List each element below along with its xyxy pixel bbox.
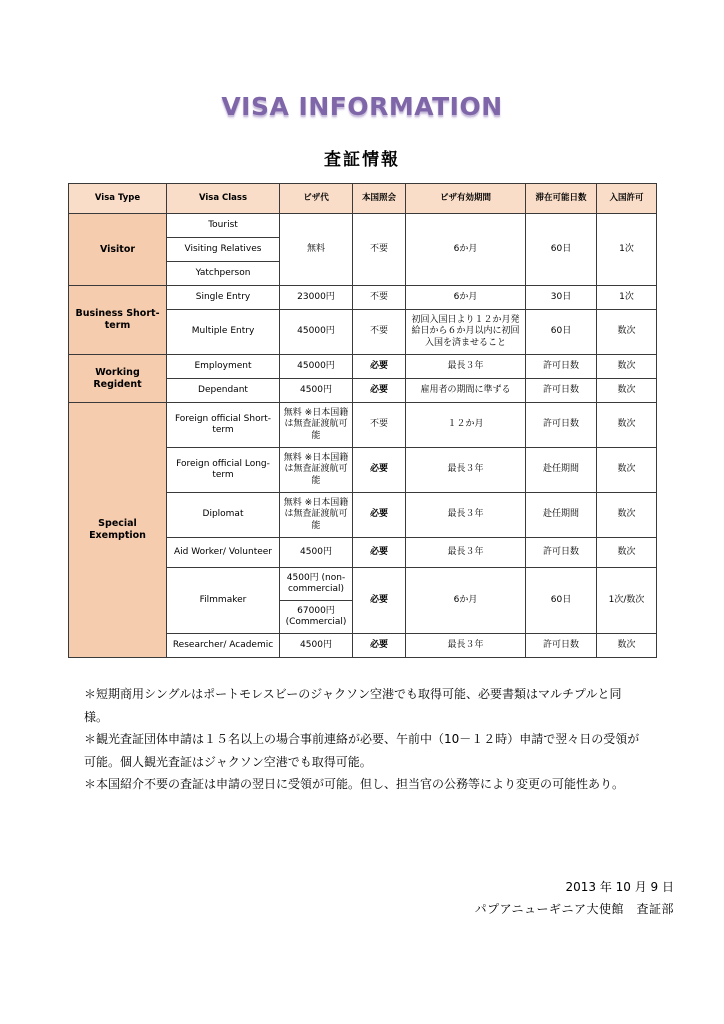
entry-cell: 数次 <box>597 403 657 448</box>
visa-class-cell: Yatchperson <box>167 262 280 286</box>
validity-cell: 最長３年 <box>406 634 526 658</box>
validity-cell: １２か月 <box>406 403 526 448</box>
entry-cell: 1次/数次 <box>597 568 657 634</box>
stay-cell: 許可日数 <box>526 355 597 379</box>
validity-cell: 最長３年 <box>406 448 526 493</box>
inquiry-cell: 必要 <box>353 568 406 634</box>
validity-cell: 雇用者の期間に準ずる <box>406 379 526 403</box>
visa-class-cell: Multiple Entry <box>167 310 280 355</box>
stay-cell: 30日 <box>526 286 597 310</box>
validity-cell: 最長３年 <box>406 538 526 568</box>
stay-cell: 許可日数 <box>526 379 597 403</box>
table-header-row <box>69 184 657 214</box>
validity-cell: 6か月 <box>406 214 526 286</box>
visa-type-cell: Special Exemption <box>69 403 167 658</box>
fee-cell: 無料 <box>280 214 353 286</box>
header-stay-days: 滞在可能日数 <box>526 184 597 214</box>
entry-cell: 数次 <box>597 379 657 403</box>
visa-class-cell: Dependant <box>167 379 280 403</box>
stay-cell: 60日 <box>526 214 597 286</box>
stay-cell: 許可日数 <box>526 403 597 448</box>
entry-cell: 数次 <box>597 538 657 568</box>
fee-cell: 4500円 <box>280 538 353 568</box>
issue-date: 2013 年 10 月 9 日 <box>565 880 674 894</box>
fee-cell: 無料 ※日本国籍は無査証渡航可能 <box>280 448 353 493</box>
fee-cell: 無料 ※日本国籍は無査証渡航可能 <box>280 403 353 448</box>
validity-cell: 6か月 <box>406 286 526 310</box>
header-entry: 入国許可 <box>597 184 657 214</box>
table-row <box>69 286 657 310</box>
visa-type-cell: Business Short-term <box>69 286 167 355</box>
visa-class-cell: Employment <box>167 355 280 379</box>
inquiry-cell: 必要 <box>353 379 406 403</box>
page-title: VISA INFORMATION <box>221 92 503 121</box>
inquiry-cell: 必要 <box>353 538 406 568</box>
stay-cell: 許可日数 <box>526 634 597 658</box>
stay-cell: 赴任期間 <box>526 493 597 538</box>
validity-cell: 6か月 <box>406 568 526 634</box>
visa-class-cell: Filmmaker <box>167 568 280 634</box>
note-item: ＊短期商用シングルはポートモレスビーのジャクソン空港でも取得可能、必要書類はマルチプルと同様。 <box>84 687 622 724</box>
entry-cell: 1次 <box>597 286 657 310</box>
stay-cell: 赴任期間 <box>526 448 597 493</box>
table-row <box>69 403 657 448</box>
inquiry-cell: 必要 <box>353 634 406 658</box>
fee-cell: 67000円 (Commercial) <box>280 601 353 634</box>
page-subtitle: 査証情報 <box>324 150 400 170</box>
visa-table <box>68 183 657 658</box>
header-visa-class: Visa Class <box>167 184 280 214</box>
validity-cell: 最長３年 <box>406 493 526 538</box>
entry-cell: 数次 <box>597 448 657 493</box>
visa-class-cell: Foreign official Short-term <box>167 403 280 448</box>
validity-cell: 初回入国日より１２か月発給日から６か月以内に初回入国を済ませること <box>406 310 526 355</box>
inquiry-cell: 不要 <box>353 214 406 286</box>
visa-class-cell: Diplomat <box>167 493 280 538</box>
inquiry-cell: 不要 <box>353 403 406 448</box>
entry-cell: 数次 <box>597 634 657 658</box>
fee-cell: 23000円 <box>280 286 353 310</box>
fee-cell: 45000円 <box>280 355 353 379</box>
visa-type-cell: Visitor <box>69 214 167 286</box>
header-validity: ビザ有効期間 <box>406 184 526 214</box>
table-row <box>69 355 657 379</box>
entry-cell: 数次 <box>597 493 657 538</box>
header-home-inquiry: 本国照会 <box>353 184 406 214</box>
fee-cell: 4500円 (non-commercial) <box>280 568 353 601</box>
entry-cell: 数次 <box>597 355 657 379</box>
visa-class-cell: Foreign official Long-term <box>167 448 280 493</box>
fee-cell: 45000円 <box>280 310 353 355</box>
notes-section <box>84 683 644 796</box>
visa-class-cell: Tourist <box>167 214 280 238</box>
inquiry-cell: 不要 <box>353 310 406 355</box>
visa-class-cell: Visiting Relatives <box>167 238 280 262</box>
inquiry-cell: 必要 <box>353 493 406 538</box>
note-item: ＊本国紹介不要の査証は申請の翌日に受領が可能。但し、担当官の公務等により変更の可能性あり。 <box>84 777 625 792</box>
table-row <box>69 214 657 238</box>
stay-cell: 60日 <box>526 310 597 355</box>
inquiry-cell: 必要 <box>353 448 406 493</box>
fee-cell: 4500円 <box>280 634 353 658</box>
visa-class-cell: Researcher/ Academic <box>167 634 280 658</box>
note-item: ＊観光査証団体申請は１５名以上の場合事前連絡が必要、午前中（10－１２時）申請で翌々日の受領が可能。個人観光査証はジャクソン空港でも取得可能。 <box>84 732 640 769</box>
validity-cell: 最長３年 <box>406 355 526 379</box>
issuing-office: パプアニューギニア大使館 査証部 <box>474 902 674 916</box>
entry-cell: 数次 <box>597 310 657 355</box>
fee-cell: 無料 ※日本国籍は無査証渡航可能 <box>280 493 353 538</box>
inquiry-cell: 不要 <box>353 286 406 310</box>
visa-type-cell: Working Regident <box>69 355 167 403</box>
header-fee: ビザ代 <box>280 184 353 214</box>
entry-cell: 1次 <box>597 214 657 286</box>
stay-cell: 許可日数 <box>526 538 597 568</box>
visa-class-cell: Single Entry <box>167 286 280 310</box>
fee-cell: 4500円 <box>280 379 353 403</box>
inquiry-cell: 必要 <box>353 355 406 379</box>
stay-cell: 60日 <box>526 568 597 634</box>
header-visa-type: Visa Type <box>69 184 167 214</box>
visa-class-cell: Aid Worker/ Volunteer <box>167 538 280 568</box>
